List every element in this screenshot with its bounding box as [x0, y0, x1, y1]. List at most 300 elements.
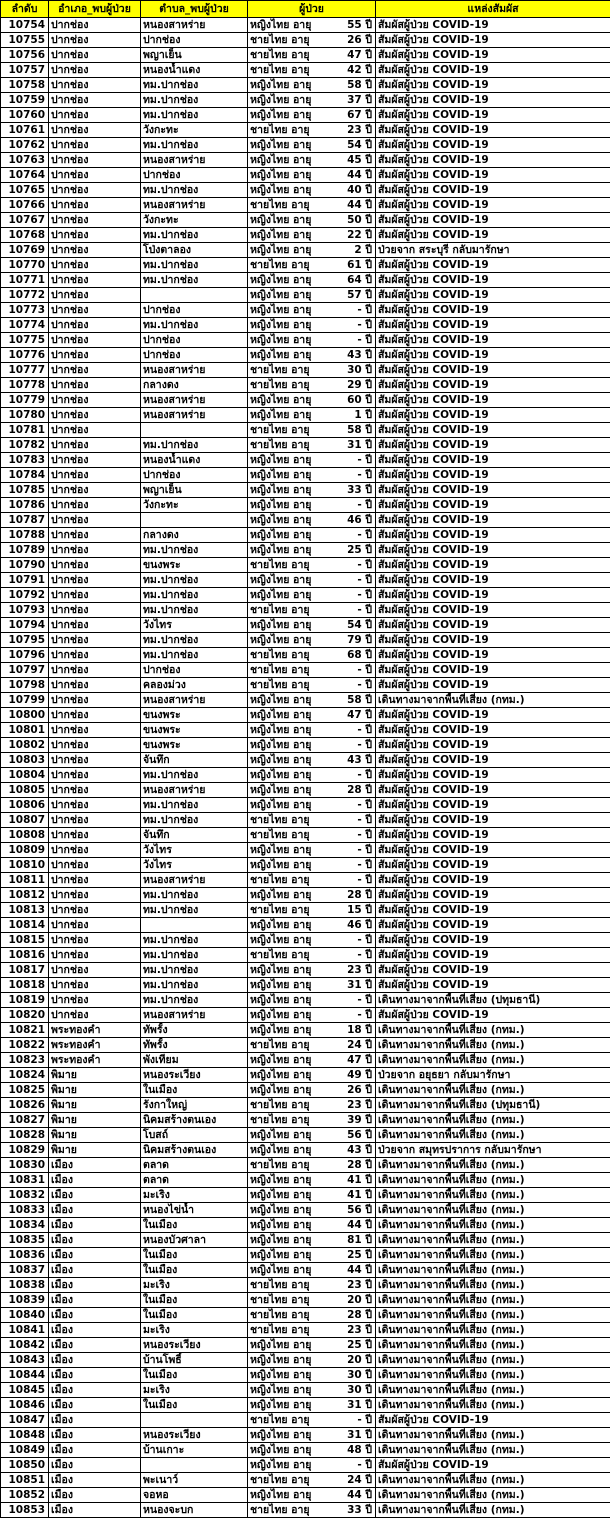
cell-source: สัมผัสผู้ป่วย COVID-19: [376, 528, 610, 543]
cell-subdistrict: ขนงพระ: [141, 708, 248, 723]
cell-source: สัมผัสผู้ป่วย COVID-19: [376, 333, 610, 348]
cell-source: สัมผัสผู้ป่วย COVID-19: [376, 918, 610, 933]
cell-district: ปากช่อง: [49, 393, 141, 408]
cell-patient: [248, 273, 376, 288]
table-row: [1, 1083, 610, 1098]
patient-label: หญิงไทย อายุ: [250, 1204, 311, 1217]
cell-district: เมือง: [49, 1473, 141, 1488]
cell-source: สัมผัสผู้ป่วย COVID-19: [376, 588, 610, 603]
table-row: [1, 273, 610, 288]
cell-subdistrict: บ้านเกาะ: [141, 1443, 248, 1458]
cell-district: ปากช่อง: [49, 78, 141, 93]
cell-subdistrict: ทม.ปากช่อง: [141, 93, 248, 108]
cell-source: ป่วยจาก สมุทรปราการ กลับมารักษา: [376, 1143, 610, 1158]
table-row: [1, 678, 610, 693]
cell-subdistrict: ทม.ปากช่อง: [141, 633, 248, 648]
patient-label: หญิงไทย อายุ: [250, 994, 311, 1007]
cell-district: ปากช่อง: [49, 303, 141, 318]
patient-label: ชายไทย อายุ: [250, 1114, 310, 1127]
table-row: [1, 1368, 610, 1383]
patient-label: หญิงไทย อายุ: [250, 1354, 311, 1367]
table-row: [1, 303, 610, 318]
table-row: [1, 513, 610, 528]
cell-patient: [248, 78, 376, 93]
cell-subdistrict: ในเมือง: [141, 1398, 248, 1413]
cell-source: เดินทางมาจากพื้นที่เสี่ยง (กทม.): [376, 1398, 610, 1413]
table-row: [1, 63, 610, 78]
patient-label: หญิงไทย อายุ: [250, 1459, 311, 1472]
cell-district: ปากช่อง: [49, 498, 141, 513]
cell-subdistrict: [141, 288, 248, 303]
cell-patient: [248, 813, 376, 828]
table-row: [1, 528, 610, 543]
cell-district: พระทองคำ: [49, 1023, 141, 1038]
cell-subdistrict: หนองน้ำแดง: [141, 63, 248, 78]
cell-id: 10848: [1, 1428, 49, 1443]
cell-id: 10852: [1, 1488, 49, 1503]
cell-patient: [248, 513, 376, 528]
cell-district: ปากช่อง: [49, 168, 141, 183]
patient-label: หญิงไทย อายุ: [250, 964, 311, 977]
table-row: [1, 1383, 610, 1398]
patient-age: 33 ปี: [347, 1504, 372, 1517]
cell-source: เดินทางมาจากพื้นที่เสี่ยง (กทม.): [376, 1113, 610, 1128]
patient-label: ชายไทย อายุ: [250, 814, 310, 827]
cell-subdistrict: หนองระเวียง: [141, 1338, 248, 1353]
cell-patient: [248, 1053, 376, 1068]
cell-district: ปากช่อง: [49, 183, 141, 198]
cell-source: สัมผัสผู้ป่วย COVID-19: [376, 648, 610, 663]
cell-patient: [248, 753, 376, 768]
patient-label: หญิงไทย อายุ: [250, 934, 311, 947]
patient-label: หญิงไทย อายุ: [250, 979, 311, 992]
cell-source: สัมผัสผู้ป่วย COVID-19: [376, 873, 610, 888]
cell-id: 10823: [1, 1053, 49, 1068]
patient-label: หญิงไทย อายุ: [250, 109, 311, 122]
cell-district: ปากช่อง: [49, 783, 141, 798]
table-row: [1, 783, 610, 798]
cell-id: 10792: [1, 588, 49, 603]
cell-subdistrict: ตลาด: [141, 1158, 248, 1173]
cell-subdistrict: จันทึก: [141, 828, 248, 843]
cell-patient: [248, 918, 376, 933]
cell-subdistrict: ทม.ปากช่อง: [141, 543, 248, 558]
cell-patient: [248, 483, 376, 498]
patient-label: หญิงไทย อายุ: [250, 1129, 311, 1142]
patient-age: - ปี: [357, 529, 372, 542]
table-row: [1, 138, 610, 153]
table-row: [1, 1038, 610, 1053]
cell-patient: [248, 633, 376, 648]
cell-subdistrict: หนองสาหร่าย: [141, 1008, 248, 1023]
cell-subdistrict: ปากช่อง: [141, 468, 248, 483]
cell-district: ปากช่อง: [49, 963, 141, 978]
cell-district: ปากช่อง: [49, 468, 141, 483]
cell-subdistrict: ปากช่อง: [141, 348, 248, 363]
cell-source: สัมผัสผู้ป่วย COVID-19: [376, 753, 610, 768]
cell-id: 10764: [1, 168, 49, 183]
cell-patient: [248, 258, 376, 273]
cell-source: เดินทางมาจากพื้นที่เสี่ยง (กทม.): [376, 1188, 610, 1203]
patient-age: 43 ปี: [347, 754, 372, 767]
cell-district: เมือง: [49, 1353, 141, 1368]
cell-subdistrict: ทม.ปากช่อง: [141, 978, 248, 993]
patient-label: ชายไทย อายุ: [250, 439, 310, 452]
cell-source: สัมผัสผู้ป่วย COVID-19: [376, 18, 610, 33]
cell-source: สัมผัสผู้ป่วย COVID-19: [376, 558, 610, 573]
patient-age: - ปี: [357, 574, 372, 587]
cell-id: 10797: [1, 663, 49, 678]
cell-district: พิมาย: [49, 1143, 141, 1158]
table-row: [1, 1338, 610, 1353]
patient-age: - ปี: [357, 319, 372, 332]
cell-id: 10828: [1, 1128, 49, 1143]
patient-label: หญิงไทย อายุ: [250, 349, 311, 362]
cell-district: ปากช่อง: [49, 573, 141, 588]
cell-id: 10837: [1, 1263, 49, 1278]
patient-age: 81 ปี: [347, 1234, 372, 1247]
cell-id: 10813: [1, 903, 49, 918]
cell-subdistrict: หนองบัวศาลา: [141, 1233, 248, 1248]
patient-label: หญิงไทย อายุ: [250, 1174, 311, 1187]
patient-age: 49 ปี: [347, 1069, 372, 1082]
table-row: [1, 888, 610, 903]
table-row: [1, 1428, 610, 1443]
cell-patient: [248, 678, 376, 693]
cell-source: เดินทางมาจากพื้นที่เสี่ยง (กทม.): [376, 1263, 610, 1278]
patient-label: หญิงไทย อายุ: [250, 634, 311, 647]
cell-source: ป่วยจาก อยุธยา กลับมารักษา: [376, 1068, 610, 1083]
cell-source: สัมผัสผู้ป่วย COVID-19: [376, 603, 610, 618]
cell-source: สัมผัสผู้ป่วย COVID-19: [376, 858, 610, 873]
cell-subdistrict: วังกะทะ: [141, 213, 248, 228]
cell-patient: [248, 1308, 376, 1323]
cell-patient: [248, 123, 376, 138]
cell-id: 10826: [1, 1098, 49, 1113]
cell-patient: [248, 1458, 376, 1473]
table-row: [1, 1278, 610, 1293]
cell-district: ปากช่อง: [49, 18, 141, 33]
table-row: [1, 1008, 610, 1023]
patient-age: 23 ปี: [347, 1279, 372, 1292]
cell-patient: [248, 1203, 376, 1218]
patient-label: หญิงไทย อายุ: [250, 574, 311, 587]
table-row: [1, 978, 610, 993]
patient-age: 37 ปี: [347, 94, 372, 107]
table-row: [1, 588, 610, 603]
cell-patient: [248, 243, 376, 258]
cell-patient: [248, 1218, 376, 1233]
table-row: [1, 1143, 610, 1158]
patient-label: ชายไทย อายุ: [250, 1279, 310, 1292]
table-row: [1, 828, 610, 843]
cell-source: เดินทางมาจากพื้นที่เสี่ยง (กทม.): [376, 1473, 610, 1488]
patient-age: - ปี: [357, 1009, 372, 1022]
cell-district: เมือง: [49, 1398, 141, 1413]
cell-id: 10807: [1, 813, 49, 828]
cell-district: ปากช่อง: [49, 363, 141, 378]
cell-patient: [248, 33, 376, 48]
cell-district: ปากช่อง: [49, 918, 141, 933]
cell-subdistrict: ทม.ปากช่อง: [141, 258, 248, 273]
patient-age: - ปี: [357, 454, 372, 467]
cell-district: พิมาย: [49, 1098, 141, 1113]
cell-district: ปากช่อง: [49, 153, 141, 168]
cell-district: ปากช่อง: [49, 618, 141, 633]
cell-source: สัมผัสผู้ป่วย COVID-19: [376, 963, 610, 978]
cell-patient: [248, 153, 376, 168]
cell-id: 10833: [1, 1203, 49, 1218]
patient-label: หญิงไทย อายุ: [250, 169, 311, 182]
table-row: [1, 168, 610, 183]
cell-source: สัมผัสผู้ป่วย COVID-19: [376, 1008, 610, 1023]
cell-id: 10789: [1, 543, 49, 558]
cell-subdistrict: ทม.ปากช่อง: [141, 963, 248, 978]
cell-id: 10850: [1, 1458, 49, 1473]
cell-patient: [248, 573, 376, 588]
patient-age: 39 ปี: [347, 1114, 372, 1127]
patient-age: - ปี: [357, 499, 372, 512]
patient-label: หญิงไทย อายุ: [250, 1429, 311, 1442]
cell-district: ปากช่อง: [49, 318, 141, 333]
cell-source: สัมผัสผู้ป่วย COVID-19: [376, 483, 610, 498]
cell-patient: [248, 168, 376, 183]
cell-subdistrict: หนองสาหร่าย: [141, 18, 248, 33]
cell-district: ปากช่อง: [49, 708, 141, 723]
cell-patient: [248, 1098, 376, 1113]
patient-label: หญิงไทย อายุ: [250, 409, 311, 422]
patient-label: หญิงไทย อายุ: [250, 214, 311, 227]
patient-age: 44 ปี: [347, 1489, 372, 1502]
cell-patient: [248, 903, 376, 918]
table-row: [1, 198, 610, 213]
table-row: [1, 243, 610, 258]
cell-subdistrict: ทม.ปากช่อง: [141, 183, 248, 198]
cell-patient: [248, 603, 376, 618]
patient-age: 43 ปี: [347, 349, 372, 362]
cell-id: 10849: [1, 1443, 49, 1458]
cell-district: ปากช่อง: [49, 108, 141, 123]
patient-label: หญิงไทย อายุ: [250, 1399, 311, 1412]
cell-subdistrict: พญาเย็น: [141, 48, 248, 63]
cell-id: 10825: [1, 1083, 49, 1098]
table-row: [1, 333, 610, 348]
cell-subdistrict: โป่งตาลอง: [141, 243, 248, 258]
cell-patient: [248, 828, 376, 843]
patient-label: หญิงไทย อายุ: [250, 244, 311, 257]
cell-patient: [248, 1128, 376, 1143]
patient-age: 46 ปี: [347, 514, 372, 527]
patient-age: - ปี: [357, 829, 372, 842]
table-row: [1, 993, 610, 1008]
cell-subdistrict: กลางดง: [141, 528, 248, 543]
patient-age: 44 ปี: [347, 1264, 372, 1277]
cell-patient: [248, 873, 376, 888]
cell-district: พิมาย: [49, 1083, 141, 1098]
cell-patient: [248, 183, 376, 198]
cell-id: 10760: [1, 108, 49, 123]
cell-id: 10794: [1, 618, 49, 633]
cell-source: สัมผัสผู้ป่วย COVID-19: [376, 213, 610, 228]
cell-subdistrict: ทม.ปากช่อง: [141, 903, 248, 918]
cell-district: ปากช่อง: [49, 378, 141, 393]
cell-source: สัมผัสผู้ป่วย COVID-19: [376, 813, 610, 828]
cell-source: สัมผัสผู้ป่วย COVID-19: [376, 303, 610, 318]
table-row: [1, 48, 610, 63]
cell-patient: [248, 93, 376, 108]
cell-patient: [248, 333, 376, 348]
cell-patient: [248, 978, 376, 993]
cell-subdistrict: หนองน้ำแดง: [141, 453, 248, 468]
patient-age: 23 ปี: [347, 1099, 372, 1112]
cell-id: 10820: [1, 1008, 49, 1023]
cell-id: 10838: [1, 1278, 49, 1293]
cell-source: สัมผัสผู้ป่วย COVID-19: [376, 633, 610, 648]
cell-id: 10776: [1, 348, 49, 363]
patient-label: หญิงไทย อายุ: [250, 19, 311, 32]
patient-label: ชายไทย อายุ: [250, 649, 310, 662]
patient-age: - ปี: [357, 844, 372, 857]
table-row: [1, 183, 610, 198]
cell-source: เดินทางมาจากพื้นที่เสี่ยง (กทม.): [376, 1383, 610, 1398]
cell-subdistrict: ในเมือง: [141, 1293, 248, 1308]
cell-district: เมือง: [49, 1248, 141, 1263]
patient-age: 42 ปี: [347, 64, 372, 77]
cell-patient: [248, 48, 376, 63]
patient-age: 48 ปี: [347, 1444, 372, 1457]
table-row: [1, 873, 610, 888]
cell-id: 10811: [1, 873, 49, 888]
patient-label: หญิงไทย อายุ: [250, 94, 311, 107]
cell-subdistrict: ในเมือง: [141, 1218, 248, 1233]
cell-id: 10763: [1, 153, 49, 168]
cell-district: เมือง: [49, 1443, 141, 1458]
cell-patient: [248, 1083, 376, 1098]
table-row: [1, 153, 610, 168]
cell-id: 10830: [1, 1158, 49, 1173]
cell-patient: [248, 1173, 376, 1188]
cell-id: 10844: [1, 1368, 49, 1383]
cell-patient: [248, 798, 376, 813]
patient-label: ชายไทย อายุ: [250, 1474, 310, 1487]
cell-id: 10818: [1, 978, 49, 993]
cell-district: ปากช่อง: [49, 1008, 141, 1023]
cell-source: สัมผัสผู้ป่วย COVID-19: [376, 198, 610, 213]
table-row: [1, 858, 610, 873]
table-row: [1, 618, 610, 633]
cell-source: เดินทางมาจากพื้นที่เสี่ยง (กทม.): [376, 1443, 610, 1458]
cell-patient: [248, 738, 376, 753]
cell-subdistrict: ในเมือง: [141, 1263, 248, 1278]
patient-label: หญิงไทย อายุ: [250, 1054, 311, 1067]
cell-patient: [248, 378, 376, 393]
cell-source: เดินทางมาจากพื้นที่เสี่ยง (กทม.): [376, 1503, 610, 1518]
cell-id: 10788: [1, 528, 49, 543]
cell-id: 10775: [1, 333, 49, 348]
cell-id: 10803: [1, 753, 49, 768]
cell-subdistrict: หนองสาหร่าย: [141, 408, 248, 423]
table-body: [1, 18, 610, 1518]
cell-district: ปากช่อง: [49, 243, 141, 258]
table-row: [1, 1413, 610, 1428]
header-row: [1, 1, 610, 18]
cell-district: เมือง: [49, 1308, 141, 1323]
table-row: [1, 1488, 610, 1503]
cell-source: สัมผัสผู้ป่วย COVID-19: [376, 513, 610, 528]
cell-source: เดินทางมาจากพื้นที่เสี่ยง (กทม.): [376, 1293, 610, 1308]
cell-source: สัมผัสผู้ป่วย COVID-19: [376, 903, 610, 918]
table-row: [1, 1293, 610, 1308]
cell-id: 10762: [1, 138, 49, 153]
patient-label: หญิงไทย อายุ: [250, 514, 311, 527]
cell-source: สัมผัสผู้ป่วย COVID-19: [376, 48, 610, 63]
patient-label: ชายไทย อายุ: [250, 949, 310, 962]
patient-label: หญิงไทย อายุ: [250, 844, 311, 857]
cell-subdistrict: หนองสาหร่าย: [141, 363, 248, 378]
cell-source: เดินทางมาจากพื้นที่เสี่ยง (กทม.): [376, 1053, 610, 1068]
cell-patient: [248, 1413, 376, 1428]
cell-source: เดินทางมาจากพื้นที่เสี่ยง (กทม.): [376, 1038, 610, 1053]
cell-district: ปากช่อง: [49, 648, 141, 663]
patient-label: หญิงไทย อายุ: [250, 709, 311, 722]
patient-age: 23 ปี: [347, 124, 372, 137]
cell-source: สัมผัสผู้ป่วย COVID-19: [376, 1413, 610, 1428]
cell-source: สัมผัสผู้ป่วย COVID-19: [376, 663, 610, 678]
patient-age: 31 ปี: [347, 439, 372, 452]
table-row: [1, 1323, 610, 1338]
cell-district: ปากช่อง: [49, 738, 141, 753]
patient-label: ชายไทย อายุ: [250, 124, 310, 137]
cell-source: เดินทางมาจากพื้นที่เสี่ยง (ปทุมธานี): [376, 1098, 610, 1113]
table-row: [1, 123, 610, 138]
cell-id: 10841: [1, 1323, 49, 1338]
patient-label: หญิงไทย อายุ: [250, 394, 311, 407]
cell-id: 10853: [1, 1503, 49, 1518]
cell-subdistrict: จอหอ: [141, 1488, 248, 1503]
cell-subdistrict: ขนงพระ: [141, 738, 248, 753]
cell-subdistrict: มะเริง: [141, 1383, 248, 1398]
patient-age: 56 ปี: [347, 1129, 372, 1142]
cell-patient: [248, 1248, 376, 1263]
patient-age: - ปี: [357, 589, 372, 602]
patient-label: หญิงไทย อายุ: [250, 454, 311, 467]
patient-age: 68 ปี: [347, 649, 372, 662]
cell-source: สัมผัสผู้ป่วย COVID-19: [376, 348, 610, 363]
table-row: [1, 1353, 610, 1368]
patient-age: 40 ปี: [347, 184, 372, 197]
cell-district: ปากช่อง: [49, 588, 141, 603]
patient-label: หญิงไทย อายุ: [250, 739, 311, 752]
patient-label: หญิงไทย อายุ: [250, 274, 311, 287]
cell-patient: [248, 63, 376, 78]
cell-id: 10806: [1, 798, 49, 813]
patient-age: 15 ปี: [347, 904, 372, 917]
cell-source: สัมผัสผู้ป่วย COVID-19: [376, 708, 610, 723]
cell-district: ปากช่อง: [49, 873, 141, 888]
table-row: [1, 663, 610, 678]
cell-patient: [248, 528, 376, 543]
cell-id: 10831: [1, 1173, 49, 1188]
cell-source: เดินทางมาจากพื้นที่เสี่ยง (กทม.): [376, 1128, 610, 1143]
cell-district: เมือง: [49, 1368, 141, 1383]
cell-id: 10829: [1, 1143, 49, 1158]
table-row: [1, 363, 610, 378]
cell-subdistrict: ทม.ปากช่อง: [141, 798, 248, 813]
patient-age: 18 ปี: [347, 1024, 372, 1037]
cell-id: 10758: [1, 78, 49, 93]
cell-district: ปากช่อง: [49, 213, 141, 228]
cell-id: 10777: [1, 363, 49, 378]
